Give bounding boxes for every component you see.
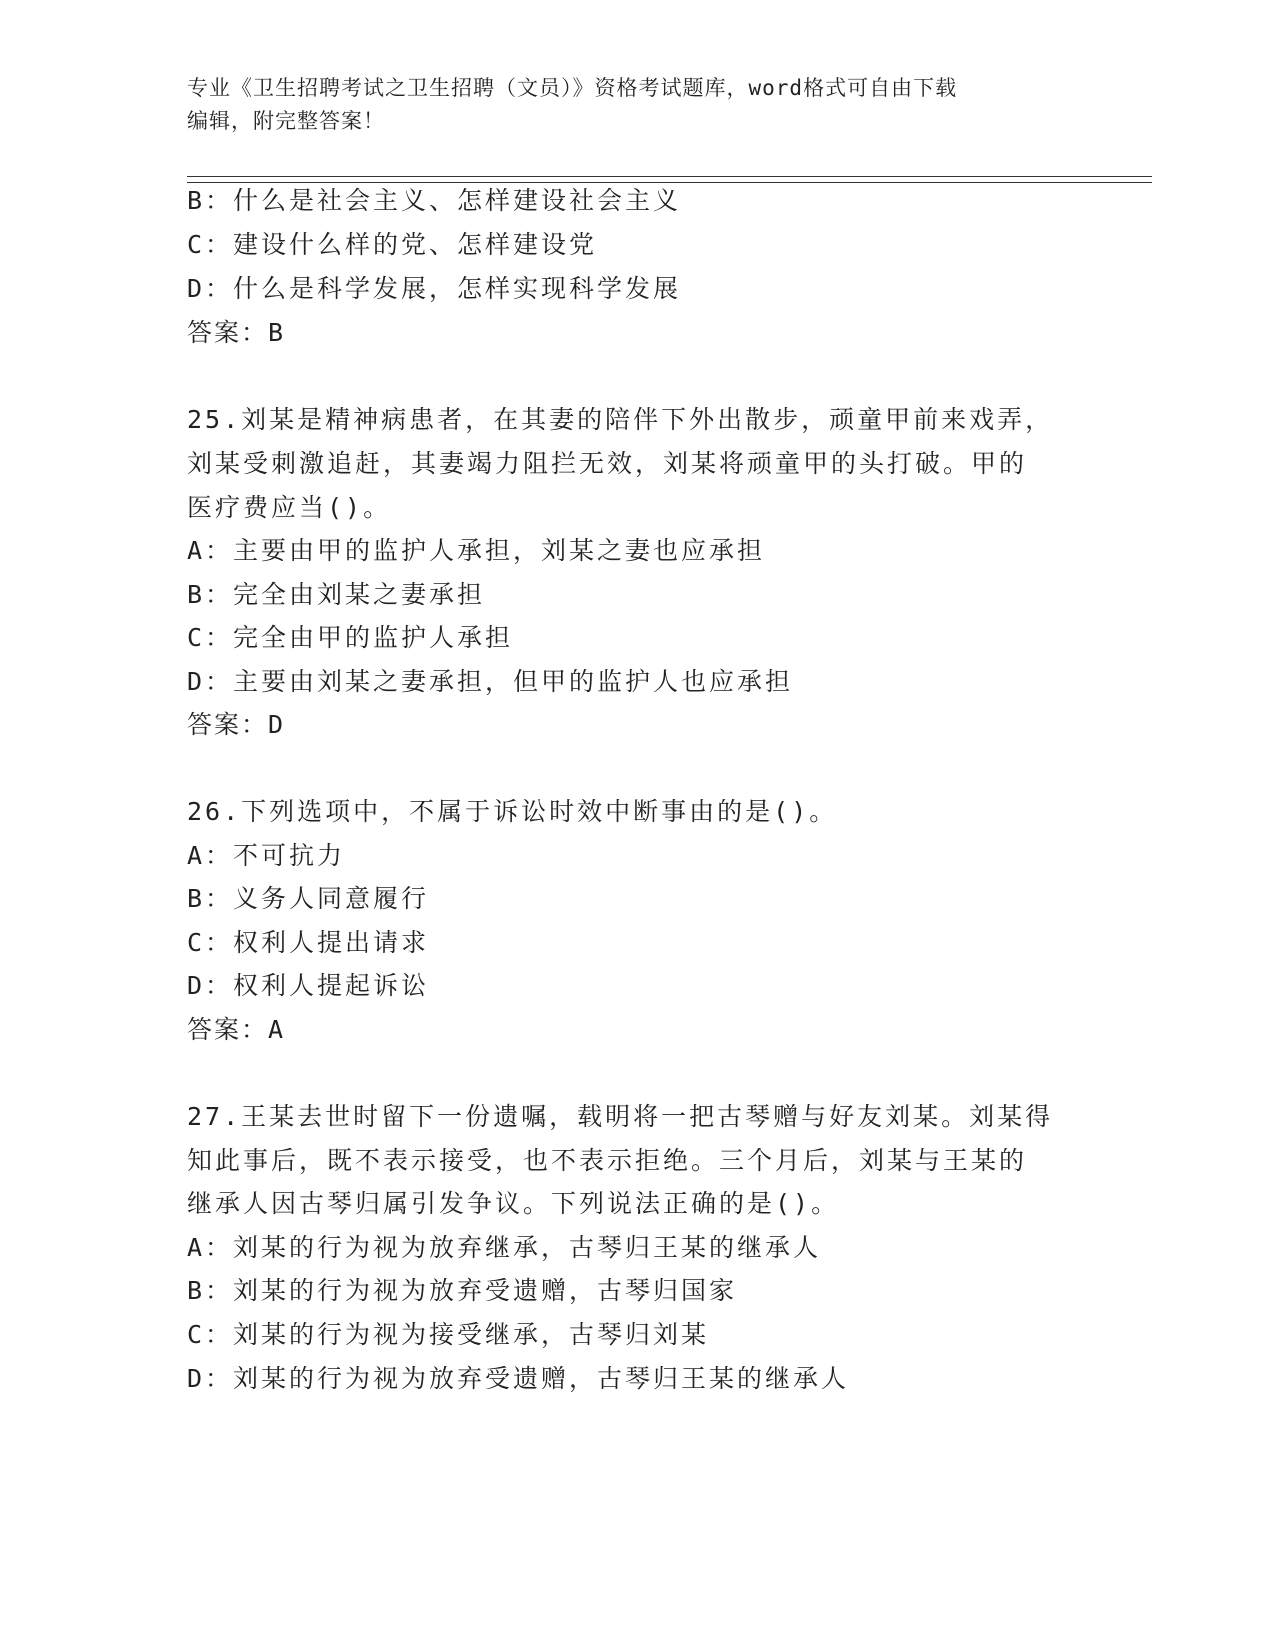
q26-option-d: D：权利人提起诉讼: [187, 971, 430, 1000]
q24-option-b: B：什么是社会主义、怎样建设社会主义: [187, 186, 682, 215]
q27-stem-line-1: 27.王某去世时留下一份遗嘱，载明将一把古琴赠与好友刘某。刘某得: [187, 1102, 1054, 1131]
q27-stem-line-3: 继承人因古琴归属引发争议。下列说法正确的是()。: [187, 1189, 840, 1218]
header-rule-bottom: [187, 182, 1152, 183]
header-line-1: 专业《卫生招聘考试之卫生招聘（文员）》资格考试题库，word格式可自由下载: [187, 76, 958, 100]
q24-option-c: C：建设什么样的党、怎样建设党: [187, 230, 598, 259]
header-rule-top: [187, 176, 1152, 177]
q26-option-a: A：不可抗力: [187, 841, 346, 870]
q25-option-d: D：主要由刘某之妻承担，但甲的监护人也应承担: [187, 667, 794, 696]
q26-option-c: C：权利人提出请求: [187, 928, 430, 957]
document-header: [187, 72, 1087, 138]
q25-answer: 答案：D: [187, 710, 286, 739]
q27-option-a: A：刘某的行为视为放弃继承，古琴归王某的继承人: [187, 1233, 822, 1262]
q25-option-a: A：主要由甲的监护人承担，刘某之妻也应承担: [187, 536, 766, 565]
q27-option-d: D：刘某的行为视为放弃受遗赠，古琴归王某的继承人: [187, 1364, 850, 1393]
q27-option-c: C：刘某的行为视为接受继承，古琴归刘某: [187, 1320, 710, 1349]
q25-stem-line-3: 医疗费应当()。: [187, 493, 392, 522]
q26-answer: 答案：A: [187, 1015, 286, 1044]
q26-stem-line-1: 26.下列选项中，不属于诉讼时效中断事由的是()。: [187, 797, 838, 826]
q25-option-b: B：完全由刘某之妻承担: [187, 580, 486, 609]
q27-stem-line-2: 知此事后，既不表示接受，也不表示拒绝。三个月后，刘某与王某的: [187, 1146, 1028, 1175]
q25-option-c: C：完全由甲的监护人承担: [187, 623, 514, 652]
q25-stem-line-2: 刘某受刺激追赶，其妻竭力阻拦无效，刘某将顽童甲的头打破。甲的: [187, 449, 1028, 478]
q24-option-d: D：什么是科学发展，怎样实现科学发展: [187, 274, 682, 303]
q24-answer: 答案：B: [187, 318, 286, 347]
header-line-2: 编辑，附完整答案！: [187, 109, 385, 133]
q25-stem-line-1: 25.刘某是精神病患者，在其妻的陪伴下外出散步，顽童甲前来戏弄，: [187, 405, 1054, 434]
q27-option-b: B：刘某的行为视为放弃受遗赠，古琴归国家: [187, 1276, 738, 1305]
q26-option-b: B：义务人同意履行: [187, 884, 430, 913]
